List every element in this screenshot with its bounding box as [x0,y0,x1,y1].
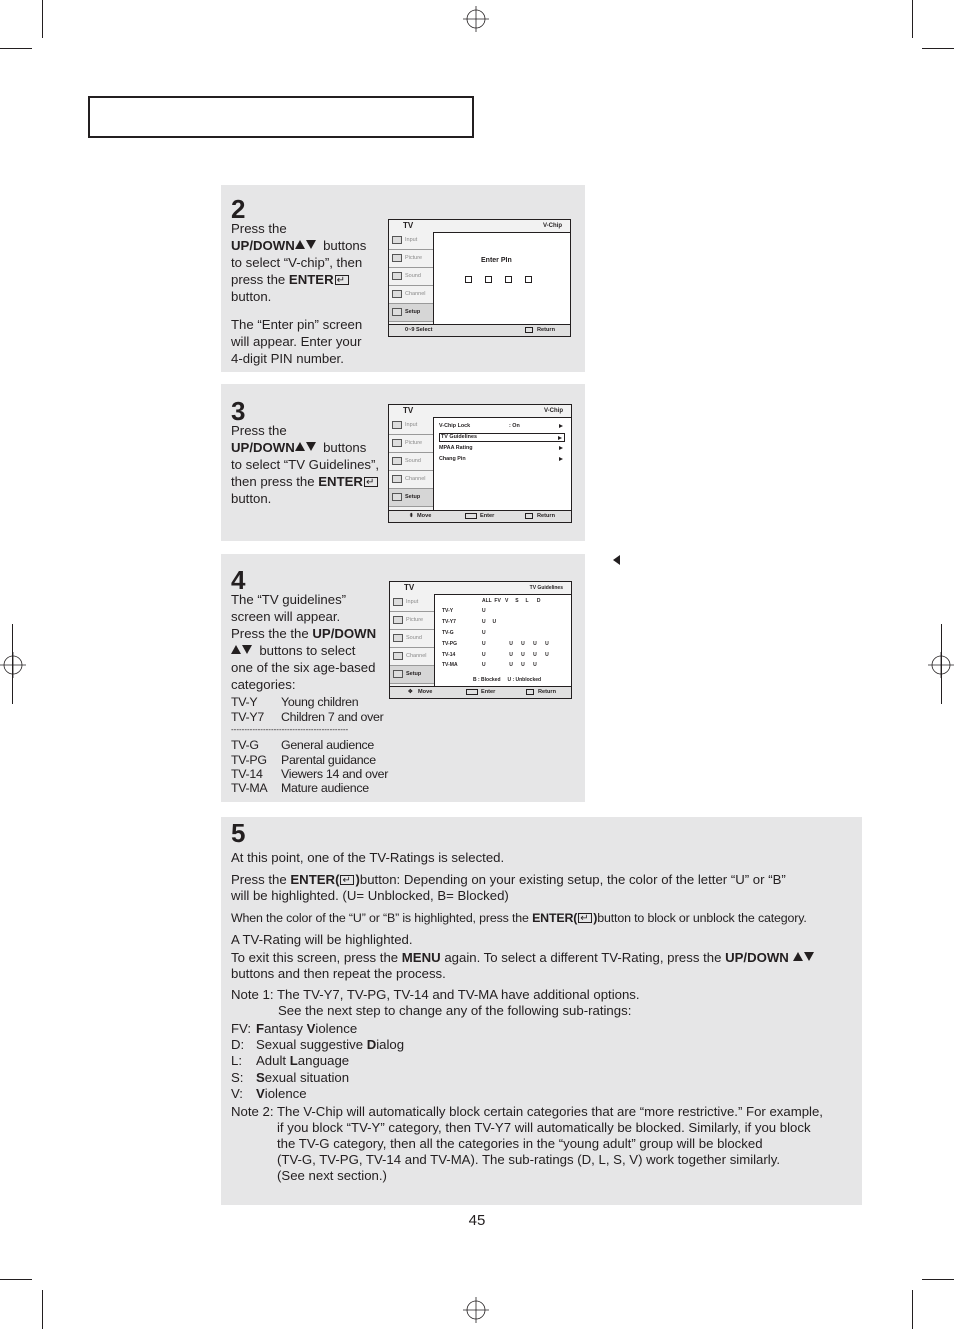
menu-icon [525,327,533,333]
section-title-box [88,96,474,138]
screen-hint: 0~9 Select [405,327,433,333]
tv-label: TV [403,406,414,415]
side-menu-label: Channel [405,291,426,297]
subrating-code: D: [231,1037,245,1052]
screen-hint: Enter [481,689,496,695]
pointer-arrow-icon [613,555,620,565]
step-text: UP/DOWN buttons [231,238,367,253]
step-text: screen will appear. [231,609,341,624]
step-text: UP/DOWN buttons [231,440,367,455]
category-divider: -------------------------------------------- [231,725,349,734]
sound-icon [393,634,403,642]
page-number: 45 [468,1212,486,1229]
step-number: 2 [231,194,246,224]
category-code: TV-Y7 [231,710,264,724]
note-text: (TV-G, TV-PG, TV-14 and TV-MA). The sub-ratings (D, L, S, V) work together similarly. [277,1152,780,1167]
category-desc: Young children [281,695,359,709]
screen-title: V-Chip [544,408,563,414]
rating-label: TV-14 [442,652,456,658]
category-desc: Viewers 14 and over [281,767,389,781]
crop-mark [912,1290,913,1329]
side-menu-label: Channel [406,653,427,659]
tv-label: TV [404,583,415,592]
rating-cells[interactable]: U [482,630,486,636]
crop-mark [922,1279,954,1280]
step-note: will appear. Enter your [231,334,362,349]
step-text: Press the [231,221,287,236]
crop-mark [42,0,43,38]
rating-label: TV-Y [442,608,454,614]
rating-cells[interactable]: U U U U U [482,652,549,658]
step-text: Press the ENTER(↵ )button: Depending on your existing setup, the color of the letter “U” or “B” [231,871,786,888]
side-menu [389,417,434,511]
category-desc: Parental guidance [281,753,376,767]
crop-mark [12,624,13,704]
setup-icon [393,670,403,678]
channel-icon [392,290,402,298]
sound-icon [392,457,402,465]
registration-mark-icon [463,1297,489,1323]
tv-screen-vchip-menu [388,404,572,523]
subrating-desc: Violence [256,1086,307,1101]
side-menu-label: Picture [405,440,423,446]
step-text: The “TV guidelines” [231,592,347,607]
step-number: 3 [231,396,246,426]
setup-icon [392,493,402,501]
screen-hint: Return [537,327,556,333]
ratings-legend: B : Blocked U : Unblocked [473,677,542,683]
side-menu [389,232,434,325]
down-arrow-icon [306,442,316,451]
crop-mark [0,48,32,49]
sound-icon [392,272,402,280]
arrow-right-icon [559,446,563,450]
side-menu-label: Channel [405,476,426,482]
step-text: one of the six age-based [231,660,376,675]
input-icon [392,236,402,244]
step-text: will be highlighted. (U= Unblocked, B= Blocked) [231,888,509,903]
category-desc: Children 7 and over [281,710,384,724]
step-text: categories: [231,677,296,692]
step-text: press the ENTER↵ [231,271,350,288]
step-text: button. [231,491,272,506]
pin-digit-box [505,276,512,283]
side-menu-label: Input [405,237,418,243]
side-menu-label: Sound [406,635,422,641]
side-menu-label: Setup [405,494,421,500]
side-menu-label: Picture [406,617,424,623]
step-text: A TV-Rating will be highlighted. [231,932,413,947]
step-text: To exit this screen, press the MENU again. To select a different TV-Rating, press the UP/DOWN [231,949,814,966]
note-text: Note 1: The TV-Y7, TV-PG, TV-14 and TV-MA have additional options. [231,987,640,1002]
screen-hint: Return [538,689,557,695]
subrating-desc: Sexual suggestive Dialog [256,1037,405,1052]
up-arrow-icon [793,952,803,961]
setup-icon [392,308,402,316]
side-menu-label: Setup [405,309,421,315]
enter-icon [340,875,354,885]
step-number: 5 [231,818,246,848]
up-arrow-icon [231,645,241,654]
side-menu-label: Input [405,422,418,428]
enter-icon [465,513,477,519]
subrating-desc: Adult Language [256,1053,350,1068]
category-code: TV-PG [231,753,267,767]
rating-cells[interactable]: U U U U [482,662,537,668]
note-text: (See next section.) [277,1168,387,1183]
step-number: 4 [231,565,246,595]
subrating-desc: Sexual situation [256,1070,350,1085]
move-icon: ✥ [408,689,413,695]
rating-label: TV-G [442,630,454,636]
menu-icon [525,513,533,519]
rating-label: TV-PG [442,641,458,647]
side-menu-label: Sound [405,273,421,279]
note-text: the TV-G category, then all the categories in the “young adult” group will be blocked [277,1136,763,1151]
picture-icon [392,439,402,447]
subrating-code: L: [231,1053,242,1068]
rating-label: TV-MA [442,662,458,668]
menu-item-tv-guidelines[interactable]: TV Guidelines [439,433,565,442]
pin-prompt: Enter PIn [481,257,512,264]
subrating-code: FV: [231,1021,252,1036]
subrating-code: S: [231,1070,244,1085]
input-icon [393,598,403,606]
category-desc: General audience [281,738,375,752]
rating-cells[interactable]: U U [482,619,497,625]
menu-item-mpaa-rating[interactable]: MPAA Rating [439,444,565,453]
crop-mark [941,624,942,704]
channel-icon [393,652,403,660]
step-text: Press the [231,423,287,438]
down-arrow-icon [804,952,814,961]
subrating-desc: Fantasy Violence [256,1021,358,1036]
up-arrow-icon [295,240,305,249]
subrating-code: V: [231,1086,243,1101]
step-note: The “Enter pin” screen [231,317,363,332]
step-text: buttons to select [231,642,355,659]
side-menu-label: Setup [406,671,422,677]
up-arrow-icon [295,442,305,451]
screen-hint: Return [537,513,556,519]
step-text: then press the ENTER↵ [231,473,379,490]
registration-mark-icon [463,6,489,32]
rating-label: TV-Y7 [442,619,456,625]
step-note: 4-digit PIN number. [231,351,344,366]
screen-title: V-Chip [543,223,562,229]
category-code: TV-Y [231,695,258,709]
step-text: Press the the UP/DOWN [231,626,377,641]
side-menu-label: Sound [405,458,421,464]
pin-digit-box [485,276,492,283]
note-text: See the next step to change any of the following sub-ratings: [278,1003,632,1018]
crop-mark [922,48,954,49]
ratings-header: ALL FV V S L D [482,598,541,604]
picture-icon [393,616,403,624]
category-code: TV-G [231,738,259,752]
crop-mark [0,1279,32,1280]
arrow-right-icon [559,457,563,461]
menu-item-vchip-lock[interactable]: V-Chip Lock : On [439,422,565,431]
arrow-right-icon [558,436,562,440]
pin-digit-box [525,276,532,283]
move-icon: ⬍ [409,513,414,519]
rating-cells[interactable]: U [482,608,486,614]
picture-icon [392,254,402,262]
arrow-right-icon [559,424,563,428]
menu-item-change-pin[interactable]: Chang Pin [439,455,565,464]
enter-icon [335,275,349,285]
step-text: When the color of the “U” or “B” is highlighted, press the ENTER(↵ )button to block or unblock the category. [231,910,807,927]
note-text: if you block “TV-Y” category, then TV-Y7 will automatically be blocked. Similarly, if you block [277,1120,811,1135]
step-text: to select “TV Guidelines”, [231,457,380,472]
category-code: TV-MA [231,781,268,795]
screen-hint: Move [418,689,433,695]
category-code: TV-14 [231,767,263,781]
side-menu-label: Input [406,599,419,605]
enter-icon [466,689,478,695]
side-menu-label: Picture [405,255,423,261]
crop-mark [912,0,913,38]
side-menu [390,594,435,687]
down-arrow-icon [306,240,316,249]
crop-mark [42,1290,43,1329]
step-text: buttons and then repeat the process. [231,966,446,981]
screen-title: TV Guidelines [529,585,563,591]
step-text: At this point, one of the TV-Ratings is selected. [231,850,505,865]
pin-digit-box [465,276,472,283]
registration-mark-icon [0,652,26,678]
note-text: Note 2: The V-Chip will automatically block certain categories that are “more restrictive.” For example, [231,1104,823,1119]
down-arrow-icon [242,645,252,654]
enter-icon [578,913,592,923]
tv-label: TV [403,221,414,230]
enter-icon [364,477,378,487]
input-icon [392,421,402,429]
screen-hint: Enter [480,513,495,519]
screen-hint: Move [417,513,432,519]
tv-screen-enter-pin [388,219,571,337]
channel-icon [392,475,402,483]
step-text: to select “V-chip”, then [231,255,363,270]
rating-cells[interactable]: U U U U U [482,641,549,647]
category-desc: Mature audience [281,781,369,795]
tv-screen-guidelines [389,581,572,699]
step-text: button. [231,289,272,304]
menu-icon [526,689,534,695]
